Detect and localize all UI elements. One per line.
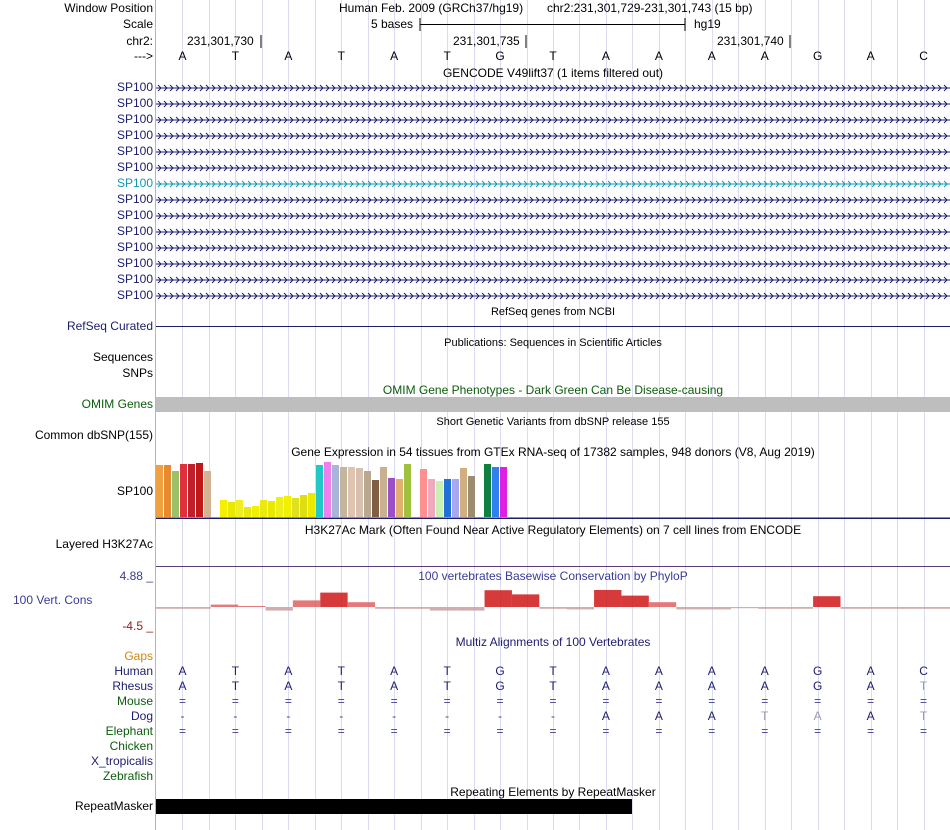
multiz-base: =: [231, 724, 239, 738]
h3k27ac-baseline: [156, 566, 950, 567]
multiz-base: =: [602, 724, 610, 738]
gencode-transcript-label[interactable]: SP100: [116, 272, 153, 286]
multiz-base: A: [707, 664, 716, 678]
multiz-base: T: [443, 679, 451, 693]
multiz-species-label[interactable]: Chicken: [109, 739, 153, 753]
multiz-base: =: [920, 724, 928, 738]
gtex-tissue-bar: [164, 465, 171, 517]
base-letter: A: [601, 49, 610, 63]
phylop-value-bar: [868, 607, 895, 609]
gtex-tissue-bar: [156, 465, 163, 517]
base-letter: T: [231, 49, 240, 63]
multiz-base: =: [390, 694, 398, 708]
multiz-base: =: [337, 694, 345, 708]
phylop-value-bar: [402, 607, 429, 609]
phylop-value-bar: [840, 607, 867, 609]
phylop-value-bar: [621, 596, 648, 607]
gtex-tissue-bar: [308, 493, 315, 517]
phylop-value-bar: [649, 602, 676, 607]
gtex-tissue-bar: [356, 468, 363, 517]
multiz-base: =: [496, 694, 504, 708]
multiz-base: =: [231, 694, 239, 708]
position-readout: chr2:231,301,729-231,301,743 (15 bp): [547, 1, 753, 15]
multiz-track-title[interactable]: Multiz Alignments of 100 Vertebrates: [455, 635, 651, 649]
gencode-transcript-label[interactable]: SP100: [116, 112, 153, 126]
multiz-base: =: [867, 694, 875, 708]
multiz-base: A: [178, 664, 187, 678]
multiz-base: T: [231, 679, 240, 693]
gencode-transcript-line[interactable]: [156, 114, 950, 126]
gencode-transcript-line[interactable]: [156, 178, 950, 190]
multiz-base: T: [549, 664, 557, 678]
multiz-base: G: [812, 664, 823, 678]
gencode-transcript-label[interactable]: SP100: [116, 128, 153, 142]
base-letter: C: [919, 49, 928, 63]
multiz-base: T: [919, 709, 928, 723]
scale-bar: [419, 17, 687, 32]
multiz-base: -: [445, 709, 450, 723]
refseq-track-label[interactable]: RefSeq Curated: [66, 319, 153, 333]
gtex-tissue-bar: [196, 463, 203, 517]
gencode-transcript-line[interactable]: [156, 258, 950, 270]
gencode-transcript-line[interactable]: [156, 242, 950, 254]
gencode-transcript-label[interactable]: SP100: [116, 208, 153, 222]
gtex-tissue-bar: [292, 498, 299, 517]
gencode-track-title[interactable]: GENCODE V49lift37 (1 items filtered out): [442, 66, 664, 80]
multiz-base: =: [761, 694, 769, 708]
gtex-tissue-bar: [468, 476, 475, 517]
multiz-base: A: [654, 709, 663, 723]
db-label: hg19: [694, 17, 721, 31]
gencode-transcript-label[interactable]: SP100: [116, 224, 153, 238]
multiz-base: A: [866, 709, 875, 723]
multiz-base: A: [813, 709, 822, 723]
multiz-base: =: [814, 724, 822, 738]
multiz-base: T: [919, 679, 928, 693]
phylop-value-bar: [156, 607, 183, 609]
multiz-base: =: [708, 694, 716, 708]
gencode-transcript-label[interactable]: SP100: [116, 240, 153, 254]
gtex-tissue-bar: [492, 467, 499, 517]
base-letter: G: [812, 49, 823, 63]
phylop-value-bar: [731, 607, 758, 608]
multiz-base: A: [707, 709, 716, 723]
multiz-base: =: [814, 694, 822, 708]
multiz-base: T: [337, 679, 345, 693]
base-letter: A: [866, 49, 875, 63]
gencode-transcript-line[interactable]: [156, 130, 950, 142]
gtex-tissue-bar: [500, 467, 507, 517]
scale-label: Scale: [122, 17, 153, 31]
gtex-tissue-bar: [452, 479, 459, 517]
multiz-base: =: [337, 724, 345, 738]
repeatmasker-element[interactable]: [156, 799, 632, 814]
multiz-base: -: [550, 709, 555, 723]
publications-sequences-label[interactable]: Sequences: [92, 350, 153, 364]
gencode-transcript-label[interactable]: SP100: [116, 144, 153, 158]
omim-track-label[interactable]: OMIM Genes: [81, 397, 153, 411]
multiz-species-label[interactable]: Elephant: [105, 724, 153, 738]
multiz-base: =: [443, 724, 451, 738]
gtex-tissue-bar: [220, 500, 227, 517]
multiz-base: =: [178, 694, 186, 708]
gtex-tissue-bar: [444, 479, 451, 517]
dbsnp-track-label[interactable]: Common dbSNP(155): [34, 428, 153, 442]
gtex-tissue-bar: [228, 502, 235, 517]
gencode-transcript-line[interactable]: [156, 226, 950, 238]
publications-snps-label[interactable]: SNPs: [122, 366, 153, 380]
multiz-base: T: [443, 664, 451, 678]
gencode-transcript-label[interactable]: SP100: [116, 288, 153, 302]
gencode-transcript-line[interactable]: [156, 210, 950, 222]
multiz-base: A: [390, 664, 399, 678]
gtex-track-title[interactable]: Gene Expression in 54 tissues from GTEx RNA-seq of 17382 samples, 948 donors (V8, Aug 2019): [291, 445, 815, 459]
gtex-tissue-bar: [204, 471, 211, 517]
gtex-tissue-bar: [420, 469, 427, 517]
gtex-tissue-bar: [460, 468, 467, 517]
multiz-base: =: [178, 724, 186, 738]
multiz-base: T: [549, 679, 557, 693]
multiz-base: C: [919, 664, 928, 678]
coord-tick-3: 231,301,740: [717, 34, 784, 48]
multiz-base: A: [284, 664, 293, 678]
gtex-tissue-bar: [428, 479, 435, 517]
multiz-base: =: [284, 724, 292, 738]
refseq-line: [156, 326, 950, 327]
phylop-value-bar: [375, 607, 402, 609]
multiz-species-label[interactable]: X_tropicalis: [90, 754, 153, 768]
multiz-base: =: [867, 724, 875, 738]
multiz-base: -: [233, 709, 238, 723]
multiz-base: =: [390, 724, 398, 738]
scale-text: 5 bases: [371, 17, 414, 31]
multiz-base: =: [549, 694, 557, 708]
gtex-tissue-bar: [236, 500, 243, 517]
multiz-species-label[interactable]: Mouse: [116, 694, 153, 708]
gencode-transcript-line[interactable]: [156, 162, 950, 174]
dbsnp-track-title[interactable]: Short Genetic Variants from dbSNP release 155: [436, 416, 670, 428]
phylop-value-bar: [485, 590, 512, 607]
multiz-base: =: [284, 694, 292, 708]
gtex-tissue-bar: [340, 467, 347, 517]
gencode-transcript-label[interactable]: SP100: [116, 256, 153, 270]
phylop-value-bar: [813, 596, 840, 607]
base-letter: A: [760, 49, 769, 63]
gencode-transcript-label[interactable]: SP100: [116, 96, 153, 110]
phylop-value-bar: [457, 607, 484, 611]
multiz-base: -: [286, 709, 291, 723]
coord-tick-2: 231,301,735: [453, 34, 520, 48]
coord-tick-marks: [156, 34, 950, 50]
phylop-track-title[interactable]: 100 vertebrates Basewise Conservation by PhyloP: [418, 569, 688, 583]
phylop-value-bar: [567, 607, 594, 609]
phylop-value-bar: [238, 606, 265, 607]
multiz-base: =: [549, 724, 557, 738]
base-letter: T: [443, 49, 451, 63]
gencode-transcript-line[interactable]: [156, 274, 950, 286]
coord-tick-1: 231,301,730: [187, 34, 254, 48]
phylop-max-label: 4.88 _: [119, 569, 153, 583]
gencode-transcript-line[interactable]: [156, 82, 950, 94]
multiz-base: A: [601, 664, 610, 678]
multiz-species-label[interactable]: Rhesus: [112, 679, 153, 693]
gtex-tissue-bar: [372, 480, 379, 517]
multiz-base: A: [601, 709, 610, 723]
phylop-min-label: -4.5 _: [122, 619, 153, 633]
omim-track-title[interactable]: OMIM Gene Phenotypes - Dark Green Can Be Disease-causing: [382, 383, 724, 397]
multiz-base: T: [231, 664, 240, 678]
multiz-base: =: [496, 724, 504, 738]
multiz-base: =: [655, 694, 663, 708]
multiz-gaps-label[interactable]: Gaps: [124, 649, 153, 663]
multiz-base: G: [495, 679, 505, 693]
phylop-value-bar: [293, 600, 320, 607]
gtex-tissue-bar: [436, 481, 443, 517]
multiz-base: A: [707, 679, 716, 693]
phylop-value-bar: [923, 607, 950, 609]
assembly-title: Human Feb. 2009 (GRCh37/hg19): [339, 1, 524, 15]
multiz-base: -: [339, 709, 344, 723]
multiz-base: T: [761, 709, 769, 723]
multiz-base: G: [495, 664, 505, 678]
multiz-base: A: [654, 664, 663, 678]
base-letter: T: [337, 49, 345, 63]
multiz-base: =: [761, 724, 769, 738]
base-letter: T: [549, 49, 557, 63]
gtex-tissue-bar: [484, 464, 491, 517]
gtex-tissue-bar: [300, 495, 307, 517]
multiz-base: -: [392, 709, 397, 723]
phylop-value-bar: [895, 607, 922, 609]
multiz-base: =: [602, 694, 610, 708]
multiz-base: A: [601, 679, 610, 693]
repeatmasker-track-label[interactable]: RepeatMasker: [74, 799, 153, 813]
gtex-tissue-bar: [252, 506, 259, 517]
gtex-tissue-bar: [188, 464, 195, 517]
phylop-value-bar: [183, 607, 210, 609]
gencode-transcript-label[interactable]: SP100: [116, 176, 153, 190]
multiz-base: T: [337, 664, 345, 678]
multiz-base: -: [180, 709, 185, 723]
phylop-value-bar: [430, 607, 457, 611]
window-position-label: Window Position: [64, 1, 153, 15]
multiz-base: A: [390, 679, 399, 693]
base-letter: G: [495, 49, 505, 63]
gtex-bar-chart[interactable]: [156, 461, 950, 519]
gtex-tissue-bar: [284, 496, 291, 517]
gencode-transcript-label[interactable]: SP100: [116, 80, 153, 94]
gencode-transcript-line[interactable]: [156, 290, 950, 302]
multiz-base: G: [812, 679, 823, 693]
base-letter: A: [178, 49, 187, 63]
gtex-tissue-bar: [244, 507, 251, 517]
multiz-base: A: [178, 679, 187, 693]
phylop-value-bar: [539, 607, 566, 609]
gtex-tissue-bar: [380, 467, 387, 517]
multiz-base: A: [866, 679, 875, 693]
base-letter: A: [284, 49, 293, 63]
repeatmasker-track-title[interactable]: Repeating Elements by RepeatMasker: [450, 785, 656, 799]
gtex-tissue-bar: [348, 467, 355, 517]
gtex-tissue-bar: [260, 500, 267, 517]
multiz-base: =: [443, 694, 451, 708]
multiz-base: A: [654, 679, 663, 693]
phylop-value-bar: [676, 607, 703, 609]
multiz-base: =: [920, 694, 928, 708]
gtex-tissue-bar: [316, 465, 323, 517]
gtex-tissue-bar: [324, 462, 331, 517]
multiz-base: A: [760, 679, 769, 693]
gtex-tissue-bar: [276, 497, 283, 517]
phylop-value-bar: [320, 593, 347, 607]
gencode-transcript-line[interactable]: [156, 194, 950, 206]
multiz-species-label[interactable]: Dog: [130, 709, 153, 723]
phylop-track-label[interactable]: 100 Vert. Cons: [13, 593, 93, 607]
phylop-wiggle[interactable]: [156, 590, 950, 620]
base-letter: A: [654, 49, 663, 63]
multiz-base: A: [284, 679, 293, 693]
gtex-tissue-bar: [388, 478, 395, 517]
multiz-base: =: [655, 724, 663, 738]
gtex-tissue-bar: [172, 471, 179, 517]
gencode-transcript-line[interactable]: [156, 146, 950, 158]
gtex-tissue-bar: [268, 501, 275, 517]
phylop-value-bar: [348, 602, 375, 607]
h3k27ac-track-title[interactable]: H3K27Ac Mark (Often Found Near Active Regulatory Elements) on 7 cell lines from ENCODE: [304, 523, 802, 537]
gtex-tissue-bar: [404, 464, 411, 517]
gtex-tissue-bar: [364, 471, 371, 517]
gtex-tissue-bar: [396, 479, 403, 517]
multiz-base: -: [498, 709, 503, 723]
gtex-tissue-bar: [332, 465, 339, 517]
strand-label: --->: [134, 49, 153, 63]
h3k27ac-track-label[interactable]: Layered H3K27Ac: [55, 537, 153, 551]
multiz-species-label[interactable]: Zebrafish: [102, 769, 153, 783]
phylop-value-bar: [266, 607, 293, 611]
refseq-track-title[interactable]: RefSeq genes from NCBI: [490, 306, 616, 318]
base-letter: A: [707, 49, 716, 63]
base-letter: A: [390, 49, 399, 63]
multiz-base: A: [866, 664, 875, 678]
phylop-value-bar: [786, 607, 813, 609]
omim-feature-bar[interactable]: [156, 397, 950, 412]
publications-track-title[interactable]: Publications: Sequences in Scientific Articles: [444, 337, 662, 349]
multiz-base: =: [708, 724, 716, 738]
phylop-value-bar: [211, 605, 238, 607]
chrom-label: chr2:: [126, 34, 153, 48]
gencode-transcript-label[interactable]: SP100: [116, 160, 153, 174]
gtex-track-label[interactable]: SP100: [116, 484, 153, 498]
phylop-value-bar: [512, 594, 539, 607]
gtex-tissue-bar: [180, 464, 187, 517]
multiz-base: A: [760, 664, 769, 678]
phylop-value-bar: [758, 607, 785, 609]
gencode-transcript-line[interactable]: [156, 98, 950, 110]
multiz-species-label[interactable]: Human: [114, 664, 153, 678]
phylop-value-bar: [594, 590, 621, 607]
gencode-transcript-label[interactable]: SP100: [116, 192, 153, 206]
phylop-value-bar: [704, 607, 731, 609]
